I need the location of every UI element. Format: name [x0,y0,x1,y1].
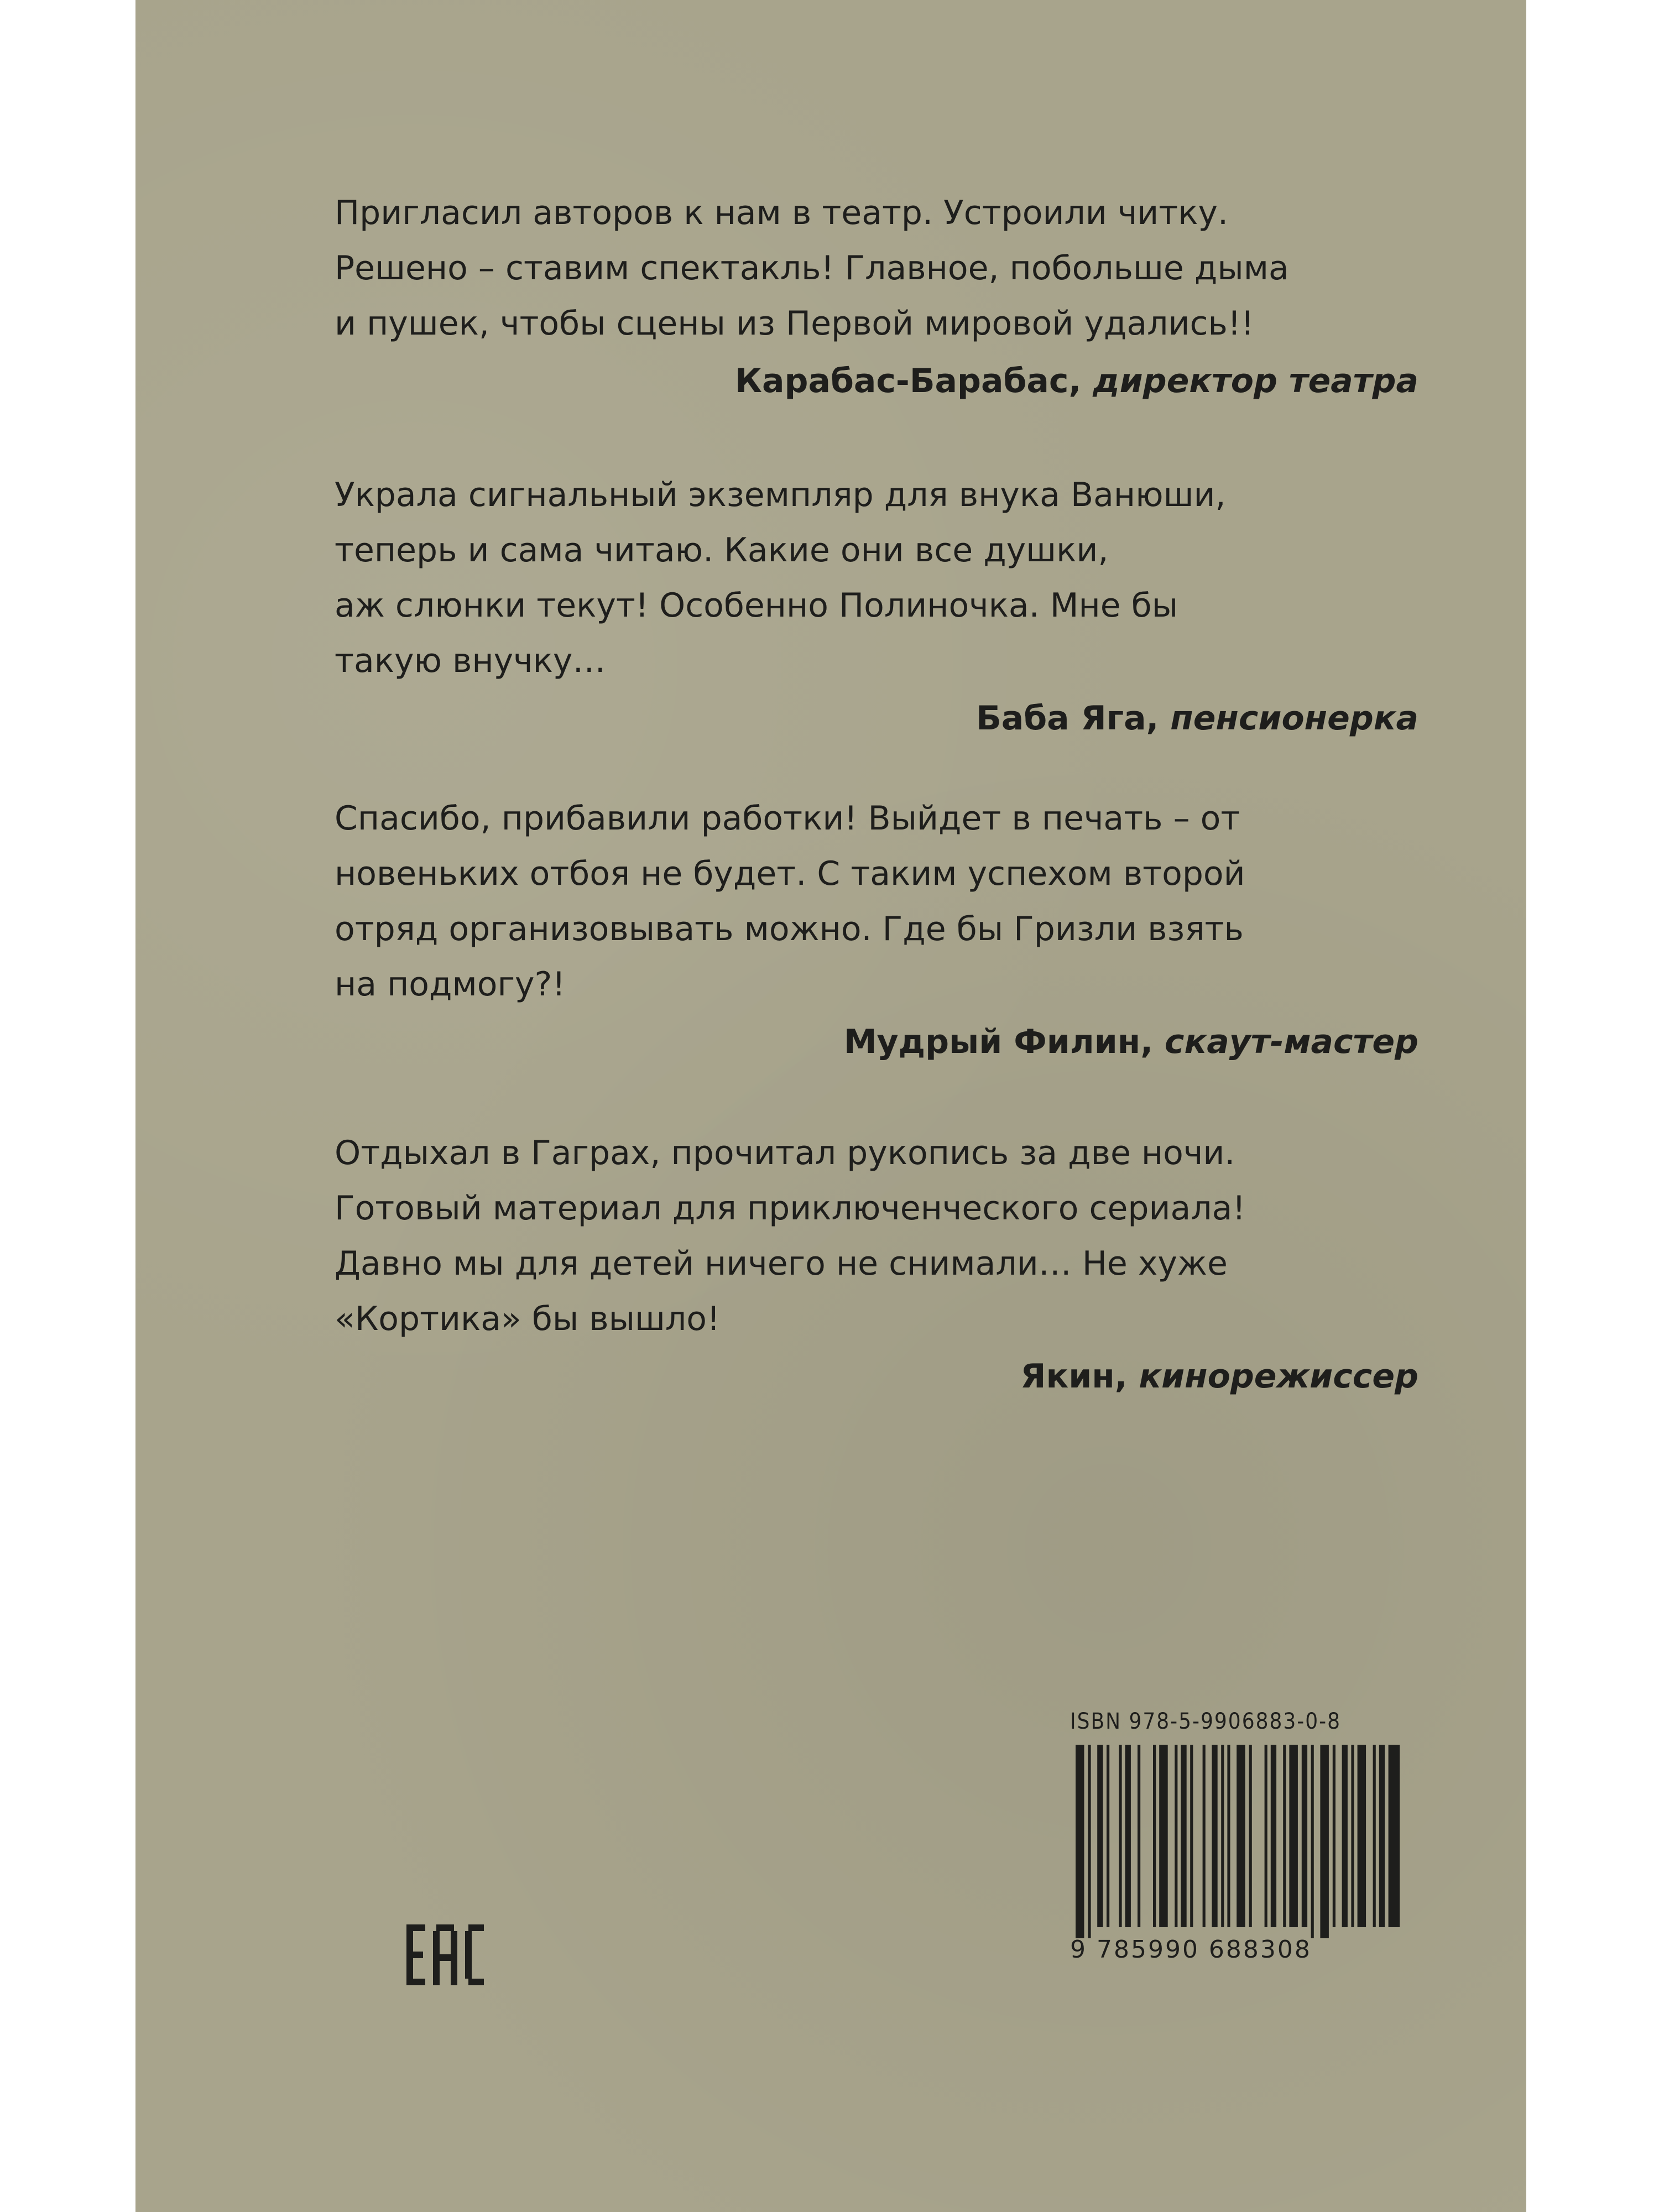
quote-text [335,791,1418,1012]
barcode-bar [1153,1745,1156,1927]
quote-line: Решено – ставим спектакль! Главное, побольше дыма [335,249,1289,288]
quote-role: кинорежиссер [1139,1357,1418,1396]
quote-line: теперь и сама читаю. Какие они все душки, [335,531,1109,570]
barcode-bar [1190,1745,1193,1927]
barcode-bar [1320,1745,1329,1938]
barcode-bar [1333,1745,1335,1927]
barcode-bar [1283,1745,1286,1927]
barcode-bar [1265,1745,1267,1927]
barcode-bar [1373,1745,1376,1927]
quote-role: пенсионерка [1170,699,1418,738]
barcode-bar [1271,1745,1276,1927]
quote-attribution [335,1349,1418,1404]
barcode-bar [1351,1745,1354,1927]
quote-attribution [335,1014,1418,1070]
barcode-bar [1227,1745,1230,1927]
quote-mudry-filin [335,791,1418,1070]
barcode [1070,1745,1402,1944]
barcode-bar [1125,1745,1131,1927]
quote-line: Украла сигнальный экземпляр для внука Ванюши, [335,476,1226,514]
quote-attribution [335,353,1418,409]
quote-text [335,1125,1418,1347]
barcode-bar [1076,1745,1084,1938]
quote-line: «Кортика» бы вышло! [335,1300,721,1338]
quote-author: Карабас-Барабас, [735,362,1082,400]
quote-line: Пригласил авторов к нам в театр. Устроили читку. [335,194,1229,232]
barcode-bar [1389,1745,1400,1927]
quote-line: новеньких отбоя не будет. С таким успехом второй [335,854,1245,893]
quote-role: директор театра [1093,362,1418,400]
quote-author: Баба Яга, [976,699,1159,738]
quote-line: Давно мы для детей ничего не снимали… Не хуже [335,1244,1228,1283]
barcode-bar [1107,1745,1109,1927]
barcode-digits: 9 785990 688308 [1070,1936,1312,1964]
barcode-bar [1203,1745,1206,1927]
quote-karabas [335,185,1418,409]
quote-line: и пушек, чтобы сцены из Первой мировой удались!! [335,304,1254,343]
quote-line: на подмогу?! [335,965,566,1004]
quote-baba-yaga [335,467,1418,746]
barcode-bar [1379,1745,1385,1927]
quote-role: скаут-мастер [1164,1022,1418,1061]
barcode-bar [1097,1745,1103,1927]
barcode-bar [1119,1745,1121,1927]
barcode-bar [1249,1745,1252,1927]
barcode-bar [1221,1745,1224,1927]
barcode-bar [1181,1745,1186,1927]
quote-text [335,467,1418,688]
barcode-bar [1175,1745,1177,1927]
isbn-label: ISBN 978-5-9906883-0-8 [1070,1709,1342,1734]
quote-yakin [335,1125,1418,1404]
quote-attribution [335,691,1418,746]
quote-line: такую внучку… [335,641,606,680]
quote-author: Якин, [1020,1357,1128,1396]
book-back-cover [135,0,1526,2212]
quote-text [335,185,1418,351]
barcode-bar [1289,1745,1298,1927]
barcode-bar [1212,1745,1217,1927]
barcode-bar [1302,1745,1307,1927]
barcode-bar [1088,1745,1091,1938]
quote-author: Мудрый Филин, [843,1022,1154,1061]
barcode-bar [1358,1745,1366,1927]
eac-logo-icon [406,1924,484,1985]
barcode-bar [1311,1745,1314,1938]
barcode-bar [1138,1745,1140,1927]
quote-line: отряд организовывать можно. Где бы Гризли взять [335,910,1244,948]
barcode-bar [1237,1745,1245,1927]
quote-line: Готовый материал для приключенческого сериала! [335,1189,1246,1228]
barcode-bar [1159,1745,1168,1927]
barcode-bar [1342,1745,1348,1927]
quote-line: Спасибо, прибавили работки! Выйдет в печать – от [335,799,1240,838]
quote-line: Отдыхал в Гаграх, прочитал рукопись за две ночи. [335,1134,1235,1172]
quote-line: аж слюнки текут! Особенно Полиночка. Мне бы [335,586,1178,625]
